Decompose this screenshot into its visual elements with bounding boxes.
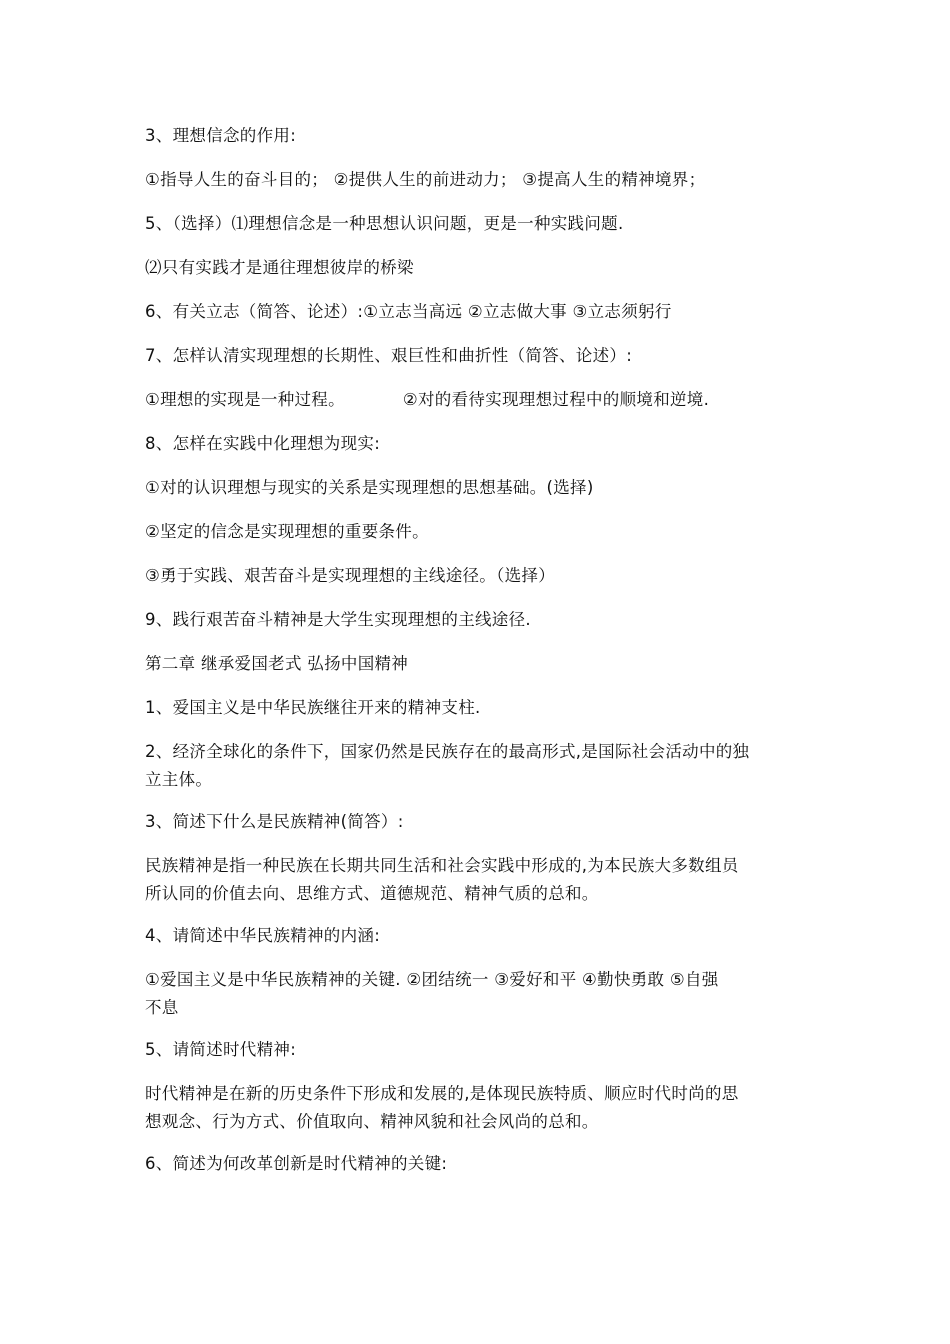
item-7-answers xyxy=(145,386,815,414)
item-3-ideal-belief-role: 3、理想信念的作用: xyxy=(145,126,297,145)
ch2-item-3-answer-line-2: 所认同的价值去向、思维方式、道德规范、精神气质的总和。 xyxy=(145,884,599,903)
item-8-question: 8、怎样在实践中化理想为现实: xyxy=(145,434,381,453)
item-8-answer-3: ③勇于实践、艰苦奋斗是实现理想的主线途径。（选择） xyxy=(145,566,556,585)
item-7-question: 7、怎样认清实现理想的长期性、艰巨性和曲折性（简答、论述）: xyxy=(145,346,633,365)
item-9: 9、践行艰苦奋斗精神是大学生实现理想的主线途径. xyxy=(145,610,531,629)
ch2-item-3-answer-line-1: 民族精神是指一种民族在长期共同生活和社会实践中形成的,为本民族大多数组员 xyxy=(145,856,739,875)
item-6-aspiration: 6、有关立志（简答、论述）:①立志当高远 ②立志做大事 ③立志须躬行 xyxy=(145,302,672,321)
ch2-item-5-answer-line-1: 时代精神是在新的历史条件下形成和发展的,是体现民族特质、顺应时代时尚的思 xyxy=(145,1084,739,1103)
ch2-item-5-answer-line-2: 想观念、行为方式、价值取向、精神风貌和社会风尚的总和。 xyxy=(145,1112,599,1131)
item-5-choice-2: ⑵只有实践才是通往理想彼岸的桥梁 xyxy=(145,258,414,277)
ch2-item-6-question: 6、简述为何改革创新是时代精神的关键: xyxy=(145,1154,448,1173)
item-7-answer-2: ②对的看待实现理想过程中的顺境和逆境. xyxy=(402,390,710,409)
item-7-answer-1: ①理想的实现是一种过程。 xyxy=(145,390,345,409)
item-5-choice-1: 5、（选择）⑴理想信念是一种思想认识问题，更是一种实践问题. xyxy=(145,214,624,233)
ch2-item-1: 1、爱国主义是中华民族继往开来的精神支柱. xyxy=(145,698,481,717)
ideal-belief-role-points: ①指导人生的奋斗目的； ②提供人生的前进动力； ③提高人生的精神境界； xyxy=(145,170,706,189)
ch2-item-4-answer-line-2: 不息 xyxy=(145,998,179,1017)
ch2-item-2-line-2: 立主体。 xyxy=(145,770,213,789)
ch2-item-2-line-1: 2、经济全球化的条件下，国家仍然是民族存在的最高形式,是国际社会活动中的独 xyxy=(145,742,750,761)
ch2-item-4-question: 4、请简述中华民族精神的内涵: xyxy=(145,926,381,945)
ch2-item-3-question: 3、简述下什么是民族精神(简答）: xyxy=(145,812,404,831)
chapter-2-heading: 第二章 继承爱国老式 弘扬中国精神 xyxy=(145,654,409,673)
ch2-item-4-answer-line-1: ①爱国主义是中华民族精神的关键. ②团结统一 ③爱好和平 ④勤快勇敢 ⑤自强 xyxy=(145,970,719,989)
ch2-item-5-question: 5、请简述时代精神: xyxy=(145,1040,297,1059)
item-8-answer-2: ②坚定的信念是实现理想的重要条件。 xyxy=(145,522,429,541)
item-8-answer-1: ①对的认识理想与现实的关系是实现理想的思想基础。(选择) xyxy=(145,478,594,497)
